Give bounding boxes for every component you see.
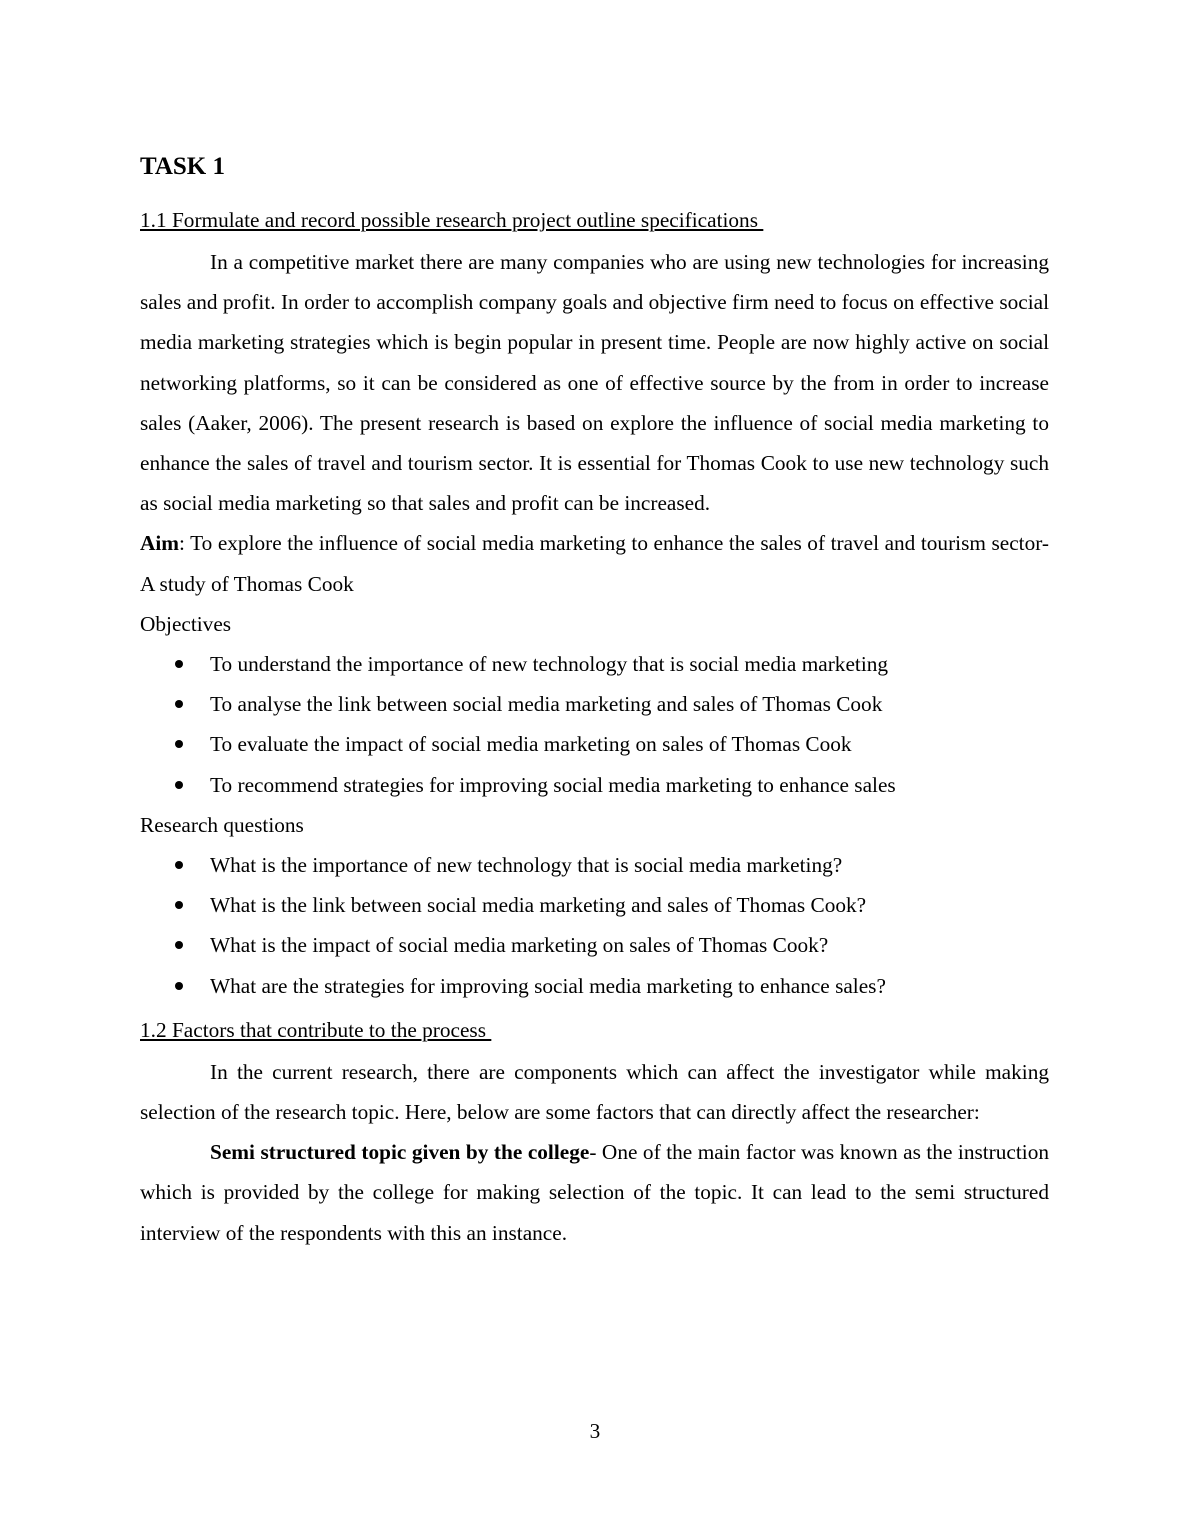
bullet-icon: [175, 700, 183, 708]
section-1-2-heading: 1.2 Factors that contribute to the process: [140, 1017, 492, 1042]
objective-text: To understand the importance of new technology that is social media marketing: [210, 652, 889, 677]
section-1-1-heading: 1.1 Formulate and record possible research project outline specifications: [140, 208, 764, 232]
question-text: What is the link between social media marketing and sales of Thomas Cook?: [210, 893, 867, 918]
factor-paragraph: [140, 1132, 1049, 1253]
spacer: [140, 1006, 1049, 1016]
list-item: [140, 765, 1049, 805]
objective-text: To analyse the link between social media marketing and sales of Thomas Cook: [210, 692, 883, 717]
bullet-icon: [175, 781, 183, 789]
objectives-list: [140, 644, 1049, 805]
bullet-icon: [175, 901, 183, 909]
page-number: 3: [589, 1419, 601, 1443]
bullet-icon: [175, 982, 183, 990]
list-item: [140, 684, 1049, 724]
aim-label: Aim: [140, 531, 180, 556]
list-item: [140, 885, 1049, 925]
question-text: What is the importance of new technology that is social media marketing?: [210, 853, 843, 878]
bullet-icon: [175, 861, 183, 869]
bullet-icon: [175, 941, 183, 949]
section-1-1-intro-paragraph: In a competitive market there are many companies who are using new technologies for increasing sales and profit. In order to accomplish company goals and objective firm need to focus on effective social media marketing strategies which is begin popular in present time. People are now highly active on social networking platforms, so it can be considered as one of effective source by the from in order to increase sales (Aaker, 2006). The present research is based on explore the influence of social media marketing to enhance the sales of travel and tourism sector. It is essential for Thomas Cook to use new technology such as social media marketing so that sales and profit can be increased.: [140, 250, 1049, 516]
list-item: [140, 724, 1049, 764]
bullet-icon: [175, 660, 183, 668]
list-item: [140, 966, 1049, 1006]
list-item: [140, 925, 1049, 965]
page-content: [140, 150, 1049, 1253]
list-item: [140, 644, 1049, 684]
objectives-label: Objectives: [140, 611, 232, 636]
factor-label: Semi structured topic given by the college: [210, 1140, 590, 1165]
objective-text: To evaluate the impact of social media marketing on sales of Thomas Cook: [210, 732, 852, 757]
section-1-2-intro-paragraph: In the current research, there are components which can affect the investigator while making selection of the research topic. Here, below are some factors that can directly affect the researcher:: [140, 1059, 1049, 1125]
research-questions-list: [140, 845, 1049, 1006]
list-item: [140, 845, 1049, 885]
question-text: What is the impact of social media marketing on sales of Thomas Cook?: [210, 933, 829, 958]
question-text: What are the strategies for improving social media marketing to enhance sales?: [210, 973, 886, 998]
task-title: TASK 1: [140, 153, 225, 180]
aim-paragraph: [140, 523, 1049, 603]
aim-text: : To explore the influence of social media marketing to enhance the sales of travel and tourism sector- A study of Thomas Cook: [140, 531, 1049, 596]
bullet-icon: [175, 740, 183, 748]
factor-text: - One of the main factor was known as the instruction which is provided by the college for making selection of the topic. It can lead to the semi structured interview of the respondents with this an instance.: [140, 1140, 1050, 1245]
research-questions-label: Research questions: [140, 812, 304, 837]
objective-text: To recommend strategies for improving social media marketing to enhance sales: [210, 772, 896, 797]
